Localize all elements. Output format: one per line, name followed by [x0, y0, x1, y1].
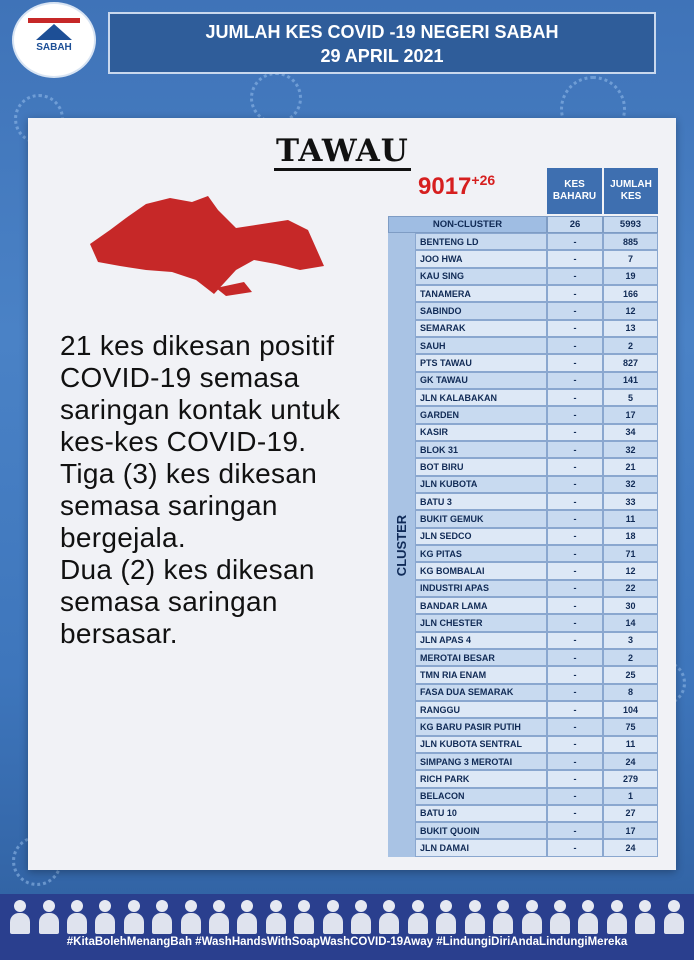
cluster-total-cases: 13	[603, 320, 658, 337]
table-row	[415, 788, 658, 805]
cluster-name: BELACON	[415, 788, 547, 805]
table-row	[415, 666, 658, 683]
table-row	[415, 562, 658, 579]
cluster-name: JLN SEDCO	[415, 528, 547, 545]
table-row	[415, 614, 658, 631]
cluster-new-cases: -	[547, 302, 603, 319]
person-head	[213, 900, 225, 912]
cluster-new-cases: -	[547, 424, 603, 441]
cluster-new-cases: -	[547, 718, 603, 735]
person-body	[10, 913, 30, 934]
table-row	[415, 528, 658, 545]
table-row	[415, 320, 658, 337]
person-head	[355, 900, 367, 912]
cluster-name: KG BOMBALAI	[415, 562, 547, 579]
cluster-new-cases: -	[547, 822, 603, 839]
non-cluster-label: NON-CLUSTER	[388, 216, 547, 233]
person-body	[181, 913, 201, 934]
cluster-new-cases: -	[547, 545, 603, 562]
table-row	[415, 233, 658, 250]
cluster-total-cases: 8	[603, 684, 658, 701]
person-body	[67, 913, 87, 934]
table-row	[415, 441, 658, 458]
cluster-new-cases: -	[547, 839, 603, 856]
cluster-total-cases: 24	[603, 753, 658, 770]
person-body	[493, 913, 513, 934]
person-head	[440, 900, 452, 912]
person-body	[124, 913, 144, 934]
cluster-name: BENTENG LD	[415, 233, 547, 250]
mountain-icon	[36, 24, 72, 40]
person-body	[607, 913, 627, 934]
person-body	[266, 913, 286, 934]
cluster-new-cases: -	[547, 701, 603, 718]
person-icon	[236, 900, 258, 934]
person-head	[497, 900, 509, 912]
person-head	[582, 900, 594, 912]
cluster-total-cases: 827	[603, 354, 658, 371]
person-body	[465, 913, 485, 934]
person-icon	[66, 900, 88, 934]
cluster-total-cases: 885	[603, 233, 658, 250]
table-row	[415, 632, 658, 649]
person-body	[95, 913, 115, 934]
person-head	[554, 900, 566, 912]
table-row	[415, 406, 658, 423]
person-icon	[180, 900, 202, 934]
cluster-total-cases: 166	[603, 285, 658, 302]
cluster-name: RANGGU	[415, 701, 547, 718]
cluster-total-cases: 22	[603, 580, 658, 597]
cluster-name: TANAMERA	[415, 285, 547, 302]
cluster-name: JLN KUBOTA	[415, 476, 547, 493]
cluster-new-cases: -	[547, 580, 603, 597]
cluster-new-cases: -	[547, 458, 603, 475]
person-head	[611, 900, 623, 912]
description-paragraph: Tiga (3) kes dikesan semasa saringan bergejala.	[60, 458, 318, 553]
person-body	[39, 913, 59, 934]
cluster-new-cases: -	[547, 788, 603, 805]
person-head	[639, 900, 651, 912]
person-head	[383, 900, 395, 912]
cluster-name: KG BARU PASIR PUTIH	[415, 718, 547, 735]
cluster-new-cases: -	[547, 666, 603, 683]
person-body	[237, 913, 257, 934]
cluster-new-cases: -	[547, 597, 603, 614]
cluster-name: KAU SING	[415, 268, 547, 285]
cluster-name: GK TAWAU	[415, 372, 547, 389]
cluster-name: FASA DUA SEMARAK	[415, 684, 547, 701]
person-body	[664, 913, 684, 934]
cluster-name: JLN CHESTER	[415, 614, 547, 631]
cluster-new-cases: -	[547, 354, 603, 371]
cluster-label	[388, 233, 415, 857]
cluster-total-cases: 30	[603, 597, 658, 614]
person-head	[668, 900, 680, 912]
description-text	[60, 330, 390, 650]
cluster-total-cases: 34	[603, 424, 658, 441]
table-row	[415, 736, 658, 753]
person-head	[43, 900, 55, 912]
person-icon	[350, 900, 372, 934]
cluster-total-cases: 32	[603, 441, 658, 458]
cluster-new-cases: -	[547, 562, 603, 579]
cluster-total-cases: 27	[603, 805, 658, 822]
cluster-total-cases: 7	[603, 250, 658, 267]
cluster-new-cases: -	[547, 649, 603, 666]
logo-text: SABAH	[36, 42, 72, 53]
cluster-total-cases: 17	[603, 406, 658, 423]
person-icon	[94, 900, 116, 934]
table-row	[415, 285, 658, 302]
person-head	[185, 900, 197, 912]
person-body	[379, 913, 399, 934]
non-cluster-total: 5993	[603, 216, 658, 233]
cluster-new-cases: -	[547, 736, 603, 753]
virus-decoration	[250, 72, 302, 124]
cluster-new-cases: -	[547, 233, 603, 250]
non-cluster-new: 26	[547, 216, 603, 233]
cluster-total-cases: 11	[603, 736, 658, 753]
person-icon	[293, 900, 315, 934]
table-row	[415, 580, 658, 597]
person-icon	[663, 900, 685, 934]
cluster-total-cases: 1	[603, 788, 658, 805]
cluster-name: JOO HWA	[415, 250, 547, 267]
cluster-name: BATU 10	[415, 805, 547, 822]
cluster-name: SAUH	[415, 337, 547, 354]
table-row	[415, 684, 658, 701]
cluster-new-cases: -	[547, 441, 603, 458]
table-row	[415, 302, 658, 319]
table-row	[415, 424, 658, 441]
non-cluster-row	[388, 216, 658, 233]
cluster-total-cases: 32	[603, 476, 658, 493]
person-head	[412, 900, 424, 912]
cluster-total-cases: 11	[603, 510, 658, 527]
person-head	[270, 900, 282, 912]
person-icon	[492, 900, 514, 934]
header-total-cases: JUMLAH KES	[604, 168, 658, 214]
cluster-new-cases: -	[547, 770, 603, 787]
person-body	[578, 913, 598, 934]
page-title	[108, 12, 656, 74]
table-row	[415, 510, 658, 527]
cluster-name: KG PITAS	[415, 545, 547, 562]
cluster-name: BLOK 31	[415, 441, 547, 458]
cluster-new-cases: -	[547, 320, 603, 337]
person-icon	[123, 900, 145, 934]
person-head	[156, 900, 168, 912]
cluster-new-cases: -	[547, 684, 603, 701]
header-new-cases: KES BAHARU	[547, 168, 602, 214]
table-row	[415, 649, 658, 666]
cluster-total-cases: 75	[603, 718, 658, 735]
cluster-new-cases: -	[547, 337, 603, 354]
person-head	[14, 900, 26, 912]
cluster-total-cases: 5	[603, 389, 658, 406]
cluster-total-cases: 3	[603, 632, 658, 649]
cluster-total-cases: 104	[603, 701, 658, 718]
person-icon	[521, 900, 543, 934]
person-body	[323, 913, 343, 934]
table-row	[415, 701, 658, 718]
cluster-name: MEROTAI BESAR	[415, 649, 547, 666]
person-icon	[322, 900, 344, 934]
cluster-new-cases: -	[547, 268, 603, 285]
people-illustration	[6, 896, 688, 934]
cluster-total-cases: 19	[603, 268, 658, 285]
cluster-total-cases: 14	[603, 614, 658, 631]
cluster-new-cases: -	[547, 250, 603, 267]
cluster-name: JLN DAMAI	[415, 839, 547, 856]
person-body	[436, 913, 456, 934]
person-body	[209, 913, 229, 934]
cluster-name: KASIR	[415, 424, 547, 441]
person-icon	[151, 900, 173, 934]
table-row	[415, 458, 658, 475]
cluster-total-cases: 21	[603, 458, 658, 475]
person-icon	[634, 900, 656, 934]
person-icon	[549, 900, 571, 934]
cluster-new-cases: -	[547, 372, 603, 389]
cluster-name: INDUSTRI APAS	[415, 580, 547, 597]
title-line-1: JUMLAH KES COVID -19 NEGERI SABAH	[205, 22, 559, 42]
cluster-total-cases: 24	[603, 839, 658, 856]
cluster-total-cases: 25	[603, 666, 658, 683]
total-increase: +26	[471, 172, 496, 188]
cluster-name: BANDAR LAMA	[415, 597, 547, 614]
sabah-logo	[14, 4, 94, 76]
cluster-total-cases: 279	[603, 770, 658, 787]
cluster-total-cases: 33	[603, 493, 658, 510]
person-icon	[407, 900, 429, 934]
cluster-new-cases: -	[547, 805, 603, 822]
cluster-total-cases: 71	[603, 545, 658, 562]
cluster-total-cases: 18	[603, 528, 658, 545]
table-row	[415, 770, 658, 787]
description-paragraph: Dua (2) kes dikesan semasa saringan bersasar.	[60, 554, 315, 649]
cluster-new-cases: -	[547, 285, 603, 302]
footer-hashtags: #KitaBolehMenangBah #WashHandsWithSoapWashCOVID-19Away #LindungiDiriAndaLindungiMereka	[66, 936, 628, 948]
person-icon	[265, 900, 287, 934]
cluster-name: BUKIT GEMUK	[415, 510, 547, 527]
person-head	[327, 900, 339, 912]
cluster-total-cases: 2	[603, 337, 658, 354]
table-row	[415, 545, 658, 562]
table-row	[415, 476, 658, 493]
table-row	[415, 839, 658, 856]
cluster-name: BATU 3	[415, 493, 547, 510]
person-icon	[378, 900, 400, 934]
cluster-new-cases: -	[547, 493, 603, 510]
description-paragraph: 21 kes dikesan positif COVID-19 semasa saringan kontak untuk kes-kes COVID-19.	[60, 330, 341, 457]
cluster-new-cases: -	[547, 753, 603, 770]
cluster-new-cases: -	[547, 510, 603, 527]
cluster-name: SEMARAK	[415, 320, 547, 337]
table-row	[415, 268, 658, 285]
content-panel	[28, 118, 676, 870]
cluster-total-cases: 12	[603, 562, 658, 579]
cluster-total-cases: 2	[603, 649, 658, 666]
person-icon	[464, 900, 486, 934]
cluster-name: BUKIT QUOIN	[415, 822, 547, 839]
cluster-name: JLN KUBOTA SENTRAL	[415, 736, 547, 753]
table-row	[415, 250, 658, 267]
table-row	[415, 597, 658, 614]
table-row	[415, 354, 658, 371]
table-row	[415, 822, 658, 839]
district-total	[418, 172, 495, 201]
cluster-total-cases: 17	[603, 822, 658, 839]
cluster-total-cases: 12	[603, 302, 658, 319]
person-head	[298, 900, 310, 912]
table-row	[415, 753, 658, 770]
cluster-new-cases: -	[547, 632, 603, 649]
person-body	[550, 913, 570, 934]
cluster-name: JLN KALABAKAN	[415, 389, 547, 406]
person-head	[241, 900, 253, 912]
cluster-total-cases: 141	[603, 372, 658, 389]
logo-bar	[28, 18, 80, 23]
cluster-name: SABINDO	[415, 302, 547, 319]
table-row	[415, 337, 658, 354]
table-row	[415, 493, 658, 510]
person-body	[408, 913, 428, 934]
cluster-name: TMN RIA ENAM	[415, 666, 547, 683]
table-row	[415, 718, 658, 735]
person-head	[469, 900, 481, 912]
total-cases: 9017	[418, 173, 472, 200]
cluster-new-cases: -	[547, 614, 603, 631]
cluster-table	[415, 233, 658, 857]
person-icon	[9, 900, 31, 934]
cluster-name: RICH PARK	[415, 770, 547, 787]
cluster-name: GARDEN	[415, 406, 547, 423]
cluster-name: BOT BIRU	[415, 458, 547, 475]
district-name: TAWAU	[276, 133, 409, 169]
person-body	[522, 913, 542, 934]
table-row	[415, 372, 658, 389]
person-head	[526, 900, 538, 912]
cluster-label-text: CLUSTER	[394, 514, 410, 576]
person-body	[152, 913, 172, 934]
person-icon	[606, 900, 628, 934]
person-icon	[577, 900, 599, 934]
person-icon	[38, 900, 60, 934]
person-head	[128, 900, 140, 912]
cluster-new-cases: -	[547, 389, 603, 406]
person-head	[71, 900, 83, 912]
cluster-name: JLN APAS 4	[415, 632, 547, 649]
table-row	[415, 389, 658, 406]
table-row	[415, 805, 658, 822]
person-body	[635, 913, 655, 934]
cluster-new-cases: -	[547, 476, 603, 493]
person-icon	[435, 900, 457, 934]
person-body	[351, 913, 371, 934]
person-body	[294, 913, 314, 934]
cluster-new-cases: -	[547, 406, 603, 423]
cluster-new-cases: -	[547, 528, 603, 545]
tawau-map-icon	[76, 190, 326, 300]
title-line-2: 29 APRIL 2021	[320, 46, 444, 66]
cluster-name: PTS TAWAU	[415, 354, 547, 371]
cluster-name: SIMPANG 3 MEROTAI	[415, 753, 547, 770]
person-icon	[208, 900, 230, 934]
person-head	[99, 900, 111, 912]
